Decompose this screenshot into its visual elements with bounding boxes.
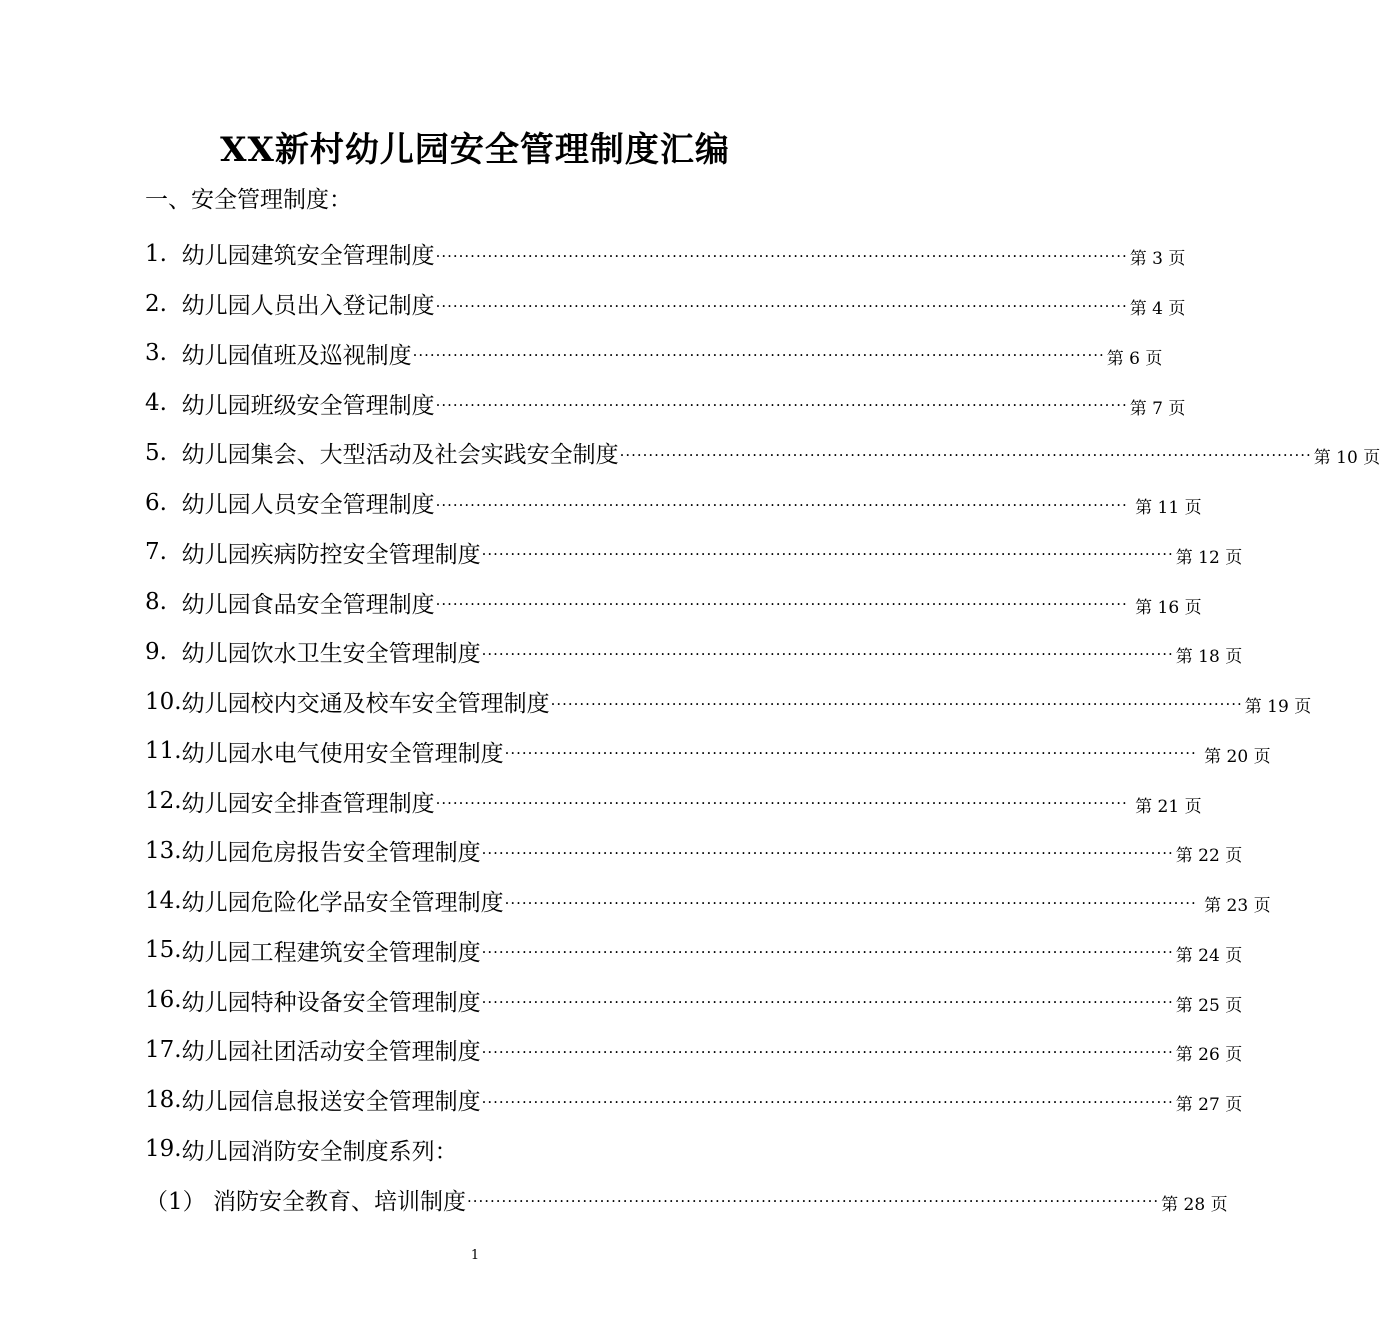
toc-entry-number: 10. [145, 688, 182, 715]
toc-entry-number: 12. [145, 788, 182, 815]
toc-entry-number: 3. [145, 340, 182, 367]
toc-entry-title: 幼儿园集会、大型活动及社会实践安全制度 [181, 442, 619, 469]
toc-entry-title: 幼儿园班级安全管理制度 [181, 392, 435, 419]
toc-entry-title: 幼儿园建筑安全管理制度 [181, 243, 435, 270]
toc-entry-number: 14. [145, 887, 182, 914]
toc-entry-page: 第 28 页 [1161, 1194, 1228, 1215]
toc-entry-page: 第 3 页 [1129, 249, 1186, 270]
section-heading: 一、安全管理制度： [145, 187, 352, 213]
toc-entry-title: 幼儿园危房报告安全管理制度 [181, 840, 481, 867]
toc-entry[interactable] [145, 627, 1243, 677]
toc-entry-number: 9. [145, 638, 182, 665]
toc-entry-page: 第 22 页 [1175, 846, 1243, 867]
toc-entry-page: 第 7 页 [1129, 398, 1186, 419]
toc-entry-title: 幼儿园特种设备安全管理制度 [181, 989, 481, 1016]
toc-entry-title: 幼儿园人员出入登记制度 [181, 293, 435, 320]
toc-entry[interactable] [145, 926, 1243, 976]
table-of-contents [145, 229, 1380, 1224]
toc-entry-title: 消防安全教育、培训制度 [212, 1188, 466, 1215]
toc-entry-number: 13. [145, 837, 182, 864]
page-number: 1 [470, 1248, 480, 1263]
toc-dot-leader: ························································································································ [550, 694, 1243, 713]
toc-entry[interactable] [145, 826, 1243, 876]
toc-entry-number: 15. [145, 937, 182, 964]
toc-entry-title: 幼儿园值班及巡视制度 [181, 342, 412, 369]
toc-dot-leader: ························································································································ [481, 993, 1174, 1012]
toc-dot-leader: ························································································································ [481, 545, 1174, 564]
toc-entry-number: 17. [145, 1036, 182, 1063]
toc-dot-leader: ························································································································ [481, 943, 1174, 962]
toc-entry-title: 幼儿园食品安全管理制度 [181, 591, 435, 618]
toc-entry-page: 第 18 页 [1175, 647, 1243, 668]
toc-entry-page: 第 25 页 [1175, 995, 1243, 1016]
toc-entry-title: 幼儿园人员安全管理制度 [181, 492, 435, 519]
toc-entry-title: 幼儿园信息报送安全管理制度 [181, 1089, 481, 1116]
toc-entry[interactable] [145, 229, 1186, 279]
toc-entry-page: 第 20 页 [1198, 746, 1271, 767]
toc-dot-leader: ························································································································ [481, 1042, 1174, 1061]
toc-entry-page: 第 21 页 [1129, 796, 1202, 817]
toc-dot-leader: ························································································································ [481, 644, 1174, 663]
toc-entry-number: （1） [145, 1188, 213, 1215]
toc-entry[interactable] [145, 975, 1243, 1025]
toc-dot-leader: ························································································································ [435, 495, 1128, 514]
toc-entry[interactable] [145, 329, 1163, 379]
toc-dot-leader: ························································································································ [435, 296, 1128, 315]
toc-entry[interactable] [145, 428, 1380, 478]
toc-entry-number: 4. [145, 390, 182, 417]
toc-entry[interactable] [145, 1174, 1228, 1224]
toc-entry-page: 第 10 页 [1313, 448, 1380, 469]
toc-entry[interactable] [145, 677, 1312, 727]
toc-dot-leader: ························································································································ [481, 843, 1174, 862]
toc-entry-number: 19. [145, 1136, 182, 1163]
toc-entry-number: 1. [145, 240, 182, 267]
toc-entry-page: 第 16 页 [1129, 597, 1202, 618]
toc-entry-page: 第 23 页 [1198, 896, 1271, 917]
toc-entry[interactable] [145, 876, 1271, 926]
toc-dot-leader: ························································································································ [466, 1192, 1160, 1211]
toc-entry[interactable] [145, 478, 1202, 528]
toc-entry[interactable] [145, 1125, 805, 1175]
toc-entry-page: 第 24 页 [1175, 945, 1243, 966]
toc-entry[interactable] [145, 577, 1202, 627]
toc-dot-leader: ························································································································ [435, 396, 1128, 415]
toc-entry-title: 幼儿园水电气使用安全管理制度 [181, 740, 504, 767]
toc-entry-title: 幼儿园安全排查管理制度 [181, 790, 435, 817]
toc-entry-number: 11. [145, 738, 182, 765]
toc-entry[interactable] [145, 1075, 1243, 1125]
toc-entry-number: 18. [145, 1086, 182, 1113]
toc-entry-number: 5. [145, 439, 182, 466]
toc-entry-page: 第 6 页 [1106, 348, 1163, 369]
toc-entry-page: 第 19 页 [1244, 697, 1312, 718]
toc-dot-leader: ························································································································ [481, 1092, 1174, 1111]
toc-entry[interactable] [145, 1025, 1243, 1075]
toc-entry-number: 2. [145, 290, 182, 317]
toc-dot-leader: ························································································································ [435, 595, 1128, 614]
toc-entry-number: 6. [145, 489, 182, 516]
toc-entry-title: 幼儿园校内交通及校车安全管理制度 [181, 691, 550, 718]
toc-entry[interactable] [145, 378, 1186, 428]
toc-entry-page: 第 12 页 [1175, 547, 1243, 568]
toc-entry-title: 幼儿园饮水卫生安全管理制度 [181, 641, 481, 668]
toc-entry[interactable] [145, 279, 1186, 329]
toc-entry[interactable] [145, 776, 1202, 826]
toc-entry-number: 16. [145, 987, 182, 1014]
toc-entry-title: 幼儿园消防安全制度系列： [181, 1138, 458, 1165]
toc-dot-leader: ························································································································ [435, 794, 1128, 813]
toc-entry-title: 幼儿园工程建筑安全管理制度 [181, 939, 481, 966]
toc-dot-leader: ························································································································ [435, 246, 1128, 265]
toc-dot-leader: ························································································································ [619, 445, 1312, 464]
toc-entry-number: 7. [145, 539, 182, 566]
toc-entry-title: 幼儿园疾病防控安全管理制度 [181, 541, 481, 568]
toc-dot-leader: ························································································································ [504, 744, 1197, 763]
toc-entry-page: 第 11 页 [1129, 498, 1202, 519]
page-title: XX新村幼儿园安全管理制度汇编 [220, 130, 730, 170]
toc-dot-leader: ························································································································ [504, 893, 1197, 912]
toc-entry-title: 幼儿园危险化学品安全管理制度 [181, 890, 504, 917]
toc-dot-leader: ························································································································ [412, 346, 1105, 365]
toc-entry-title: 幼儿园社团活动安全管理制度 [181, 1039, 481, 1066]
toc-entry[interactable] [145, 727, 1271, 777]
toc-entry-page: 第 27 页 [1175, 1095, 1243, 1116]
toc-entry[interactable] [145, 528, 1243, 578]
toc-entry-number: 8. [145, 589, 182, 616]
toc-entry-page: 第 26 页 [1175, 1045, 1243, 1066]
toc-entry-page: 第 4 页 [1129, 299, 1186, 320]
